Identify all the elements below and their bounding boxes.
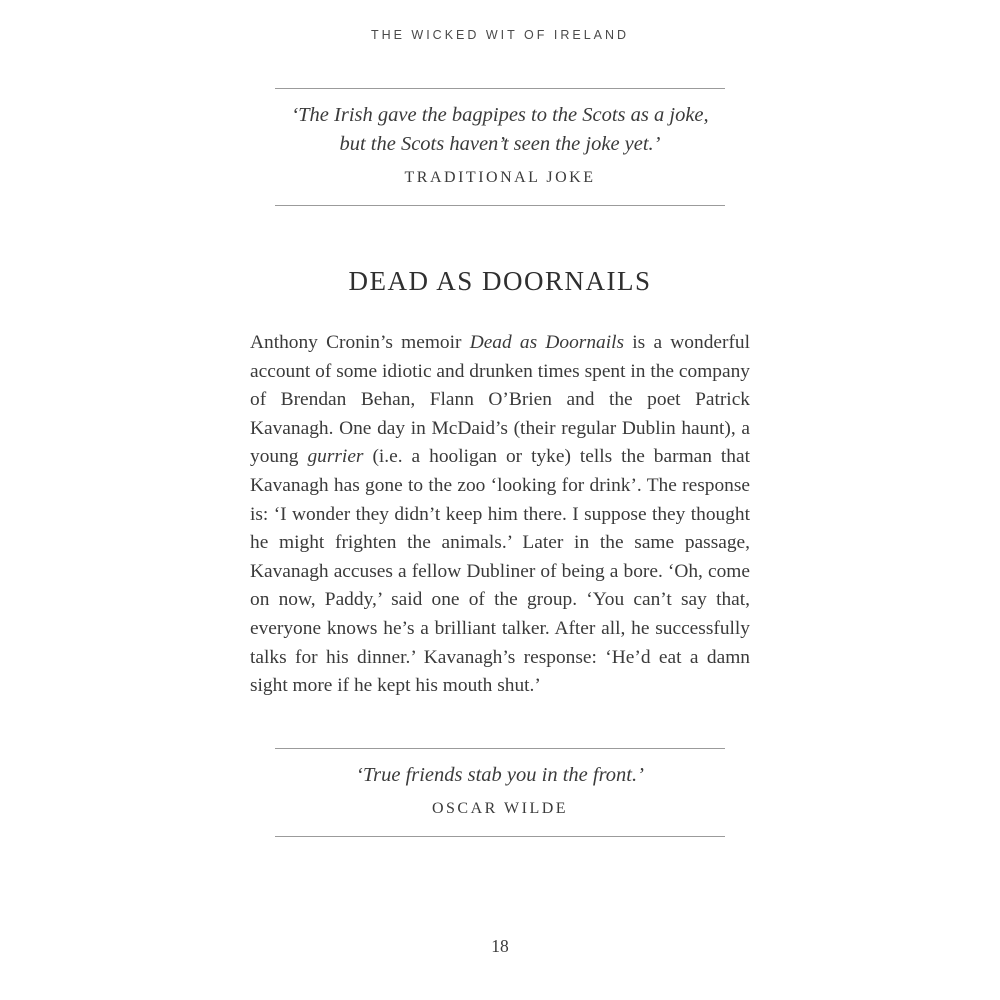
epigraph-attribution: TRADITIONAL JOKE bbox=[404, 169, 596, 186]
divider-rule-bottom bbox=[275, 836, 725, 837]
paragraph-segment: (i.e. a hooligan or tyke) tells the barman that Kavanagh has gone to the zoo ‘looking for drink’. The response is: ‘I wonder they didn’t keep him there. I suppose they thought he might frighten the animals.’ Later in the same passage, Kavanagh accuses a fellow Dubliner of being a bore. ‘Oh, come on now, Paddy,’ said one of the group. ‘You can’t say that, everyone knows he’s a brilliant talker. After all, he successfully talks for his dinner.’ Kavanagh’s response: ‘He’d eat a damn sight more if he kept his mouth shut.’ bbox=[250, 446, 750, 697]
epigraph-attribution: OSCAR WILDE bbox=[431, 800, 569, 817]
epigraph-quote-line: ‘True friends stab you in the front.’ bbox=[356, 764, 644, 786]
chapter-title: DEAD AS DOORNAILS bbox=[348, 266, 652, 296]
epigraph-bottom bbox=[275, 748, 725, 837]
epigraph-content bbox=[275, 89, 725, 205]
epigraph-quote-line: ‘The Irish gave the bagpipes to the Scots as a joke, bbox=[291, 104, 709, 126]
paragraph-segment: is a wonderful account of some idiotic and drunken times spent in the company of Brendan Behan, Flann O’Brien and the poet Patrick Kavanagh. One day in McDaid’s (their regular Dublin haunt), a young bbox=[250, 332, 750, 468]
paragraph-segment: Anthony Cronin’s memoir bbox=[250, 332, 470, 353]
body-paragraph bbox=[250, 329, 750, 701]
paragraph-segment-italic: gurrier bbox=[307, 446, 364, 468]
paragraph-segment-italic: Dead as Doornails bbox=[469, 332, 625, 353]
epigraph-top bbox=[275, 88, 725, 206]
epigraph-content bbox=[275, 749, 725, 836]
page-number: 18 bbox=[491, 936, 509, 956]
epigraph-quote-line: but the Scots haven’t seen the joke yet.’ bbox=[339, 133, 661, 155]
divider-rule-bottom bbox=[275, 205, 725, 206]
running-header: THE WICKED WIT OF IRELAND bbox=[370, 28, 630, 42]
